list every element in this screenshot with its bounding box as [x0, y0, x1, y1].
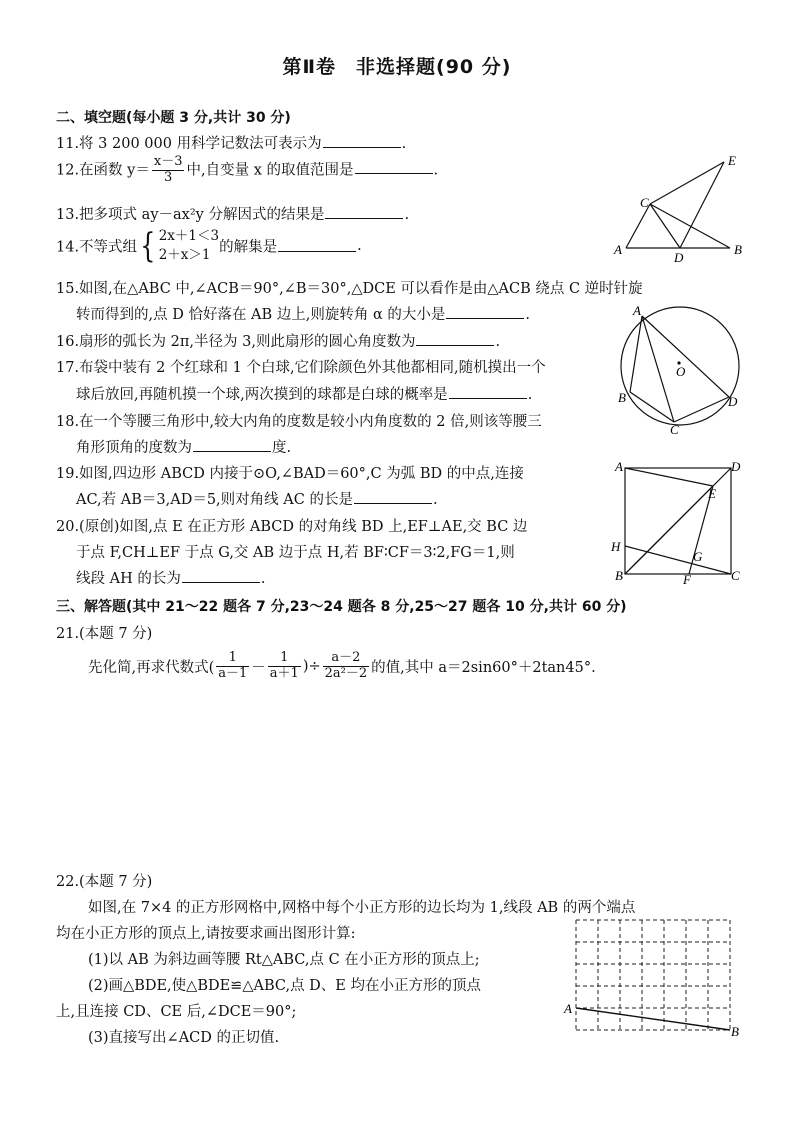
label-C: C — [640, 195, 649, 210]
label-D: D — [674, 250, 684, 262]
figure-q22-grid — [562, 912, 742, 1040]
answer-blank[interactable] — [449, 386, 527, 399]
question-12: 12.在函数 y＝ $\frac{x-3}{3}$ 中,自变量 x 的取值范围是 . — [56, 154, 439, 185]
section-3-heading: 三、解答题(其中 21～22 题各 7 分,23～24 题各 8 分,25～27 题各 10 分,共计 60 分) — [56, 599, 627, 615]
page-title: 第Ⅱ卷 非选择题(90 分) — [282, 56, 512, 78]
answer-blank[interactable] — [323, 135, 401, 148]
label-B: B — [731, 1024, 739, 1039]
label-E: E — [708, 486, 716, 501]
label-C: C — [731, 568, 740, 583]
label-A: A — [633, 303, 641, 318]
question-22-line-4: (2)画△BDE,使△BDE≌△ABC,点 D、E 均在小正方形的顶点 — [88, 978, 481, 994]
label-E: E — [728, 153, 736, 168]
question-22-line-1: 如图,在 7×4 的正方形网格中,网格中每个小正方形的边长均为 1,线段 AB 的两个端点 — [88, 900, 636, 916]
question-21-heading: 21.(本题 7 分) — [56, 626, 153, 642]
label-C: C — [670, 422, 679, 437]
label-F: F — [683, 572, 691, 586]
label-D: D — [731, 459, 741, 474]
label-A: A — [614, 242, 622, 257]
question-20-line-3: 线段 AH 的长为 . — [76, 571, 266, 587]
label-A: A — [615, 459, 623, 474]
section-2-heading: 二、填空题(每小题 3 分,共计 30 分) — [56, 110, 291, 126]
inequality-system: 2x＋1＜3 2＋x＞1 — [158, 228, 220, 263]
question-18-line-2: 角形顶角的度数为 度. — [76, 440, 292, 456]
question-15-line-1: 15.如图,在△ABC 中,∠ACB＝90°,∠B＝30°,△DCE 可以看作是由△ACB 绕点 C 逆时针旋 — [56, 281, 643, 297]
figure-q20 — [610, 458, 750, 586]
question-15-line-2: 转而得到的,点 D 恰好落在 AB 边上,则旋转角 α 的大小是 . — [76, 307, 531, 323]
question-22-line-5: 上,且连接 CD、CE 后,∠DCE＝90°; — [56, 1004, 297, 1020]
answer-blank[interactable] — [416, 333, 494, 346]
question-19-line-1: 19.如图,四边形 ABCD 内接于⊙O,∠BAD＝60°,C 为弧 BD 的中点,连接 — [56, 466, 524, 482]
label-B: B — [734, 242, 742, 257]
question-17-line-2: 球后放回,再随机摸一个球,两次摸到的球都是白球的概率是 . — [76, 387, 533, 403]
label-D: D — [728, 394, 738, 409]
question-16: 16.扇形的弧长为 2π,半径为 3,则此扇形的圆心角度数为 . — [56, 334, 501, 350]
answer-blank[interactable] — [278, 239, 356, 252]
question-19-line-2: AC,若 AB＝3,AD＝5,则对角线 AC 的长是 . — [76, 492, 438, 508]
label-O: O — [676, 364, 686, 379]
question-22-line-6: (3)直接写出∠ACD 的正切值. — [88, 1030, 280, 1046]
answer-blank[interactable] — [355, 161, 433, 174]
figure-q19 — [612, 298, 747, 438]
fraction: $\frac{x-3}{3}$ — [153, 154, 183, 185]
question-22-heading: 22.(本题 7 分) — [56, 874, 153, 890]
question-20-line-2: 于点 F,CH⊥EF 于点 G,交 AB 边于点 H,若 BF∶CF＝3∶2,FG＝1,则 — [76, 545, 515, 561]
question-13: 13.把多项式 ay－ax²y 分解因式的结果是 . — [56, 207, 410, 223]
question-22-line-3: (1)以 AB 为斜边画等腰 Rt△ABC,点 C 在小正方形的顶点上; — [88, 952, 480, 968]
answer-blank[interactable] — [354, 491, 432, 504]
label-B: B — [615, 568, 623, 583]
answer-blank[interactable] — [193, 439, 271, 452]
question-18-line-1: 18.在一个等腰三角形中,较大内角的度数是较小内角度数的 2 倍,则该等腰三 — [56, 414, 542, 430]
label-H: H — [611, 539, 621, 554]
answer-blank[interactable] — [325, 206, 403, 219]
question-20-line-1: 20.(原创)如图,点 E 在正方形 ABCD 的对角线 BD 上,EF⊥AE,交 BC 边 — [56, 519, 528, 535]
question-22-line-2: 均在小正方形的顶点上,请按要求画出图形计算: — [56, 926, 356, 942]
question-11: 11.将 3 200 000 用科学记数法可表示为 . — [56, 136, 407, 152]
answer-blank[interactable] — [182, 570, 260, 583]
label-A: A — [564, 1001, 572, 1016]
question-14: 14.不等式组{ 2x＋1＜3 2＋x＞1 的解集是 . — [56, 225, 362, 266]
answer-blank[interactable] — [446, 306, 524, 319]
label-G: G — [693, 549, 703, 564]
figure-q15 — [612, 150, 752, 262]
question-17-line-1: 17.布袋中装有 2 个红球和 1 个白球,它们除颜色外其他都相同,随机摸出一个 — [56, 360, 546, 376]
label-B: B — [618, 390, 626, 405]
question-21-body: 先化简,再求代数式( $\frac{1}{a-1}$ － $\frac{1}{a+1}$ )÷ $\frac{a-2}{\text{2a²－2}}$ 的值,其中 a＝2sin60°＋2tan45°. — [88, 650, 596, 681]
